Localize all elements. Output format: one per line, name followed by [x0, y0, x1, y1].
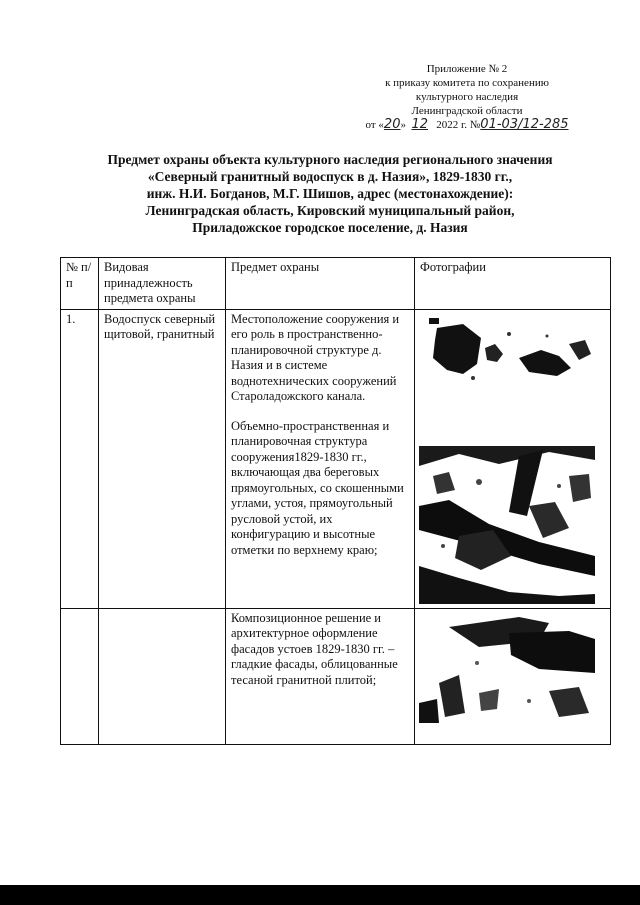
row1-num: 1.: [61, 309, 99, 608]
title-line-3: инж. Н.И. Богданов, М.Г. Шишов, адрес (местонахождение):: [146, 186, 514, 201]
appendix-line-3: культурного наследия: [415, 91, 519, 103]
row2-subject: Композиционное решение и архитектурное оформление фасадов устоев 1829-1830 гг. – гладкие фасады, облицованные тесаной гранитной плитой;: [226, 608, 415, 744]
date-mid: »: [400, 119, 406, 131]
date-prefix: от «: [365, 119, 384, 131]
title-line-4: Ленинградская область, Кировский муниципальный район,: [145, 203, 515, 218]
row1-subject-structure: Объемно-пространственная и планировочная структура сооружения1829-1830 гг., включающая два береговых прямоугольных, со скошенными углами, устоя, прямоугольный русловой устой, их конфигурацию и высотные отметки по верхнему краю;: [231, 418, 404, 557]
doc-number: 01-03/12-285: [480, 117, 569, 132]
header-subject: Предмет охраны: [226, 258, 415, 310]
row2-type-empty: [99, 608, 226, 744]
date-day: 20: [383, 117, 401, 132]
header-photos: Фотографии: [415, 258, 611, 310]
row1-type: Водоспуск северный щитовой, гранитный: [99, 309, 226, 608]
title-line-1: Предмет охраны объекта культурного наследия регионального значения: [107, 152, 553, 167]
facade-photo: [419, 613, 595, 723]
order-date-line: [352, 118, 582, 132]
row1-subject-location: Местоположение сооружения и его роль в пространственно-планировочной структуре д. Назия и в системе воднотехнических сооружений Староладожского канала.: [231, 311, 400, 403]
table-row: [61, 608, 611, 744]
scan-border-bottom: [0, 885, 640, 905]
row2-photos-cell: [415, 608, 611, 744]
protection-subject-table: [60, 257, 611, 745]
row1-photos-cell: [415, 309, 611, 608]
header-type: Видовая принадлежность предмета охраны: [99, 258, 226, 310]
title-line-5: Приладожское городское поселение, д. Назия: [192, 220, 468, 235]
aerial-photo-1: [419, 314, 595, 386]
date-month: 12: [411, 117, 429, 132]
row1-subject-cell: [226, 309, 415, 608]
appendix-line-2: к приказу комитета по сохранению: [385, 77, 549, 89]
title-line-2: «Северный гранитный водоспуск в д. Назия», 1829-1830 гг.,: [147, 169, 513, 184]
table-row: [61, 309, 611, 608]
table-header-row: [61, 258, 611, 310]
document-title: [70, 151, 590, 236]
appendix-block: [352, 62, 582, 132]
header-num: № п/п: [61, 258, 99, 310]
appendix-line-4: Ленинградской области: [411, 105, 523, 117]
aerial-photo-2: [419, 446, 595, 604]
row2-num-empty: [61, 608, 99, 744]
appendix-line-1: Приложение № 2: [426, 63, 508, 75]
date-year: 2022 г. №: [436, 119, 481, 131]
